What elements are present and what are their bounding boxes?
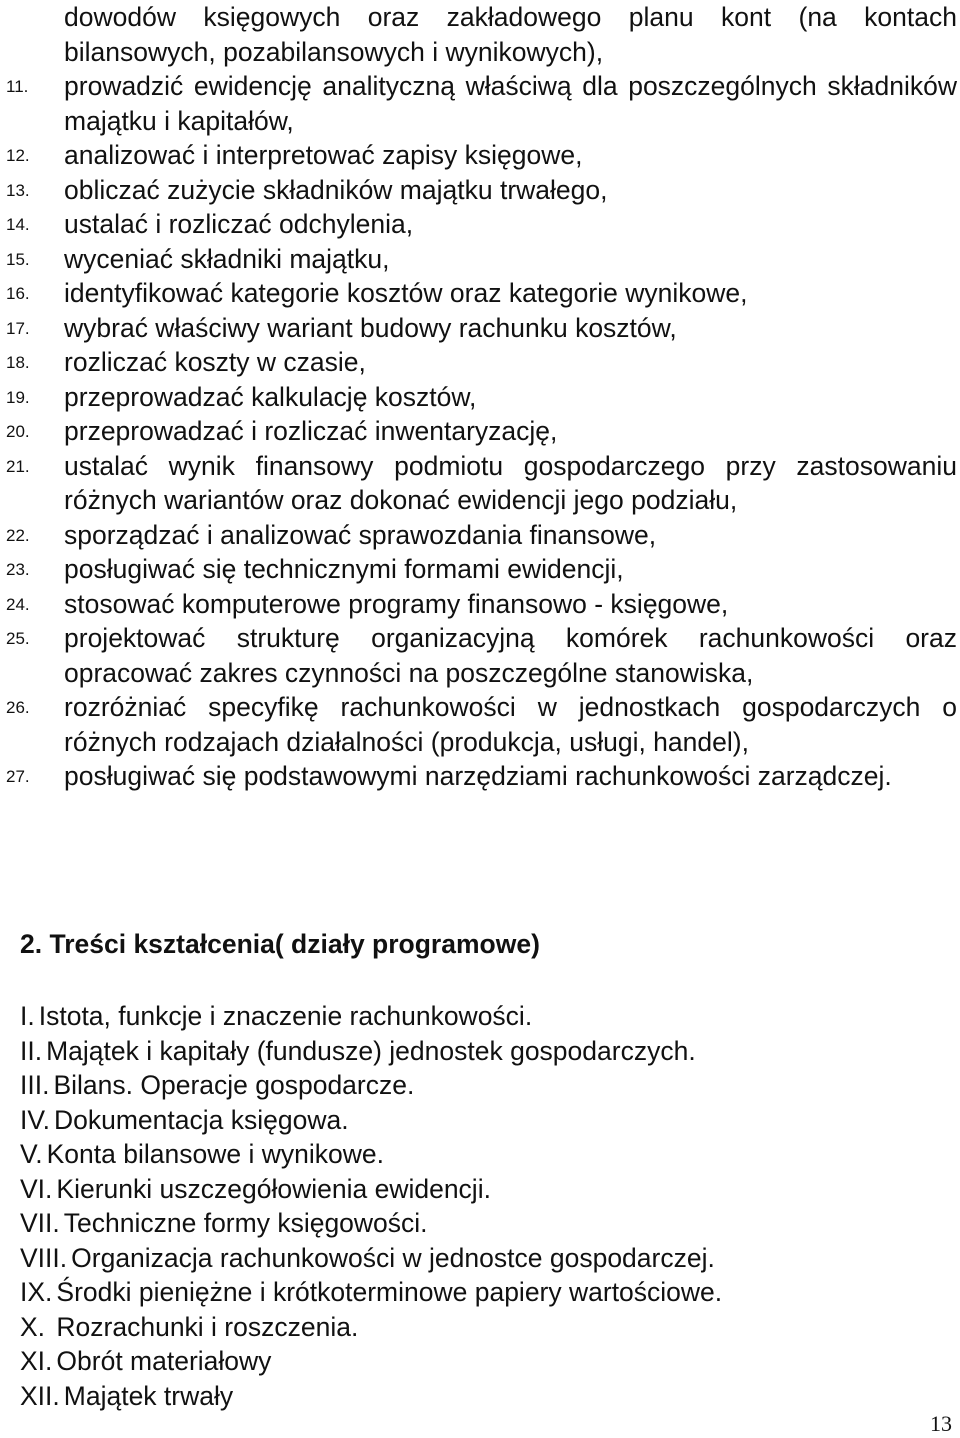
list-item <box>6 621 957 690</box>
list-item <box>6 690 957 759</box>
section-item-text: Bilans. Operacje gospodarcze. <box>53 1070 415 1100</box>
list-item-number: 20. <box>6 422 30 441</box>
section-list-item <box>20 1310 722 1345</box>
section-item-text: Organizacja rachunkowości w jednostce gospodarczej. <box>71 1242 715 1273</box>
section-item-text: Obrót materiałowy <box>56 1346 272 1376</box>
section-item-text: Dokumentacja księgowa. <box>53 1104 349 1135</box>
list-item <box>6 414 957 449</box>
list-item <box>6 518 957 553</box>
list-item-text: rozróżniać specyfikę rachunkowości w jednostkach gospodarczych o różnych rodzajach działalności (produkcja, usługi, handel), <box>64 692 957 757</box>
list-item-continuation-end <box>64 35 957 70</box>
section-list-item <box>20 1344 722 1379</box>
list-item-text: dowodów księgowych oraz zakładowego planu kont (na kontach <box>64 2 957 32</box>
roman-numeral: IX. <box>20 1277 53 1307</box>
list-item-text: bilansowych, pozabilansowych i wynikowych), <box>64 36 604 67</box>
section-list-item <box>20 1103 722 1138</box>
section-item-text: Istota, funkcje i znaczenie rachunkowości. <box>38 1001 533 1031</box>
list-item <box>6 449 957 518</box>
list-item-number: 18. <box>6 353 30 372</box>
list-item-text: sporządzać i analizować sprawozdania finansowe, <box>64 519 657 550</box>
list-item <box>6 173 957 208</box>
list-item <box>6 345 957 380</box>
list-item-text: przeprowadzać kalkulację kosztów, <box>64 381 477 412</box>
list-item-number: 11. <box>6 77 29 96</box>
list-item-text: prowadzić ewidencję analityczną właściwą dla poszczególnych składników majątku i kapitałów, <box>64 71 957 136</box>
list-item-number: 22. <box>6 525 30 545</box>
roman-numeral: X. <box>20 1311 46 1342</box>
list-item-number: 24. <box>6 594 30 614</box>
section-item-text: Konta bilansowe i wynikowe. <box>46 1139 384 1169</box>
list-item-number: 13. <box>6 180 30 200</box>
section-heading: 2. Treści kształcenia( działy programowe) <box>20 929 540 959</box>
section-list-item <box>20 1206 722 1241</box>
list-item <box>6 759 957 794</box>
list-item <box>6 552 957 587</box>
page-number: 13 <box>930 1411 952 1436</box>
list-item <box>6 311 957 346</box>
list-item-text: ustalać wynik finansowy podmiotu gospodarczego przy zastosowaniu różnych wariantów oraz dokonać ewidencji jego podziału, <box>64 450 957 515</box>
list-item <box>6 207 957 242</box>
section-list-item <box>20 1275 722 1310</box>
section-item-text: Techniczne formy księgowości. <box>63 1208 428 1238</box>
section-list-item <box>20 1172 722 1207</box>
list-item-number: 15. <box>6 249 30 269</box>
content-sections-list <box>20 999 722 1413</box>
section-list-item <box>20 1379 722 1414</box>
roman-numeral: XII. <box>20 1380 60 1411</box>
roman-numeral: VIII. <box>20 1242 68 1273</box>
list-item-text: rozliczać koszty w czasie, <box>64 347 366 377</box>
list-item-text: wyceniać składniki majątku, <box>64 243 390 274</box>
list-item <box>6 242 957 277</box>
section-list-item <box>20 999 722 1034</box>
list-item-number: 19. <box>6 387 30 407</box>
section-list-item <box>20 1241 722 1276</box>
list-item-text: przeprowadzać i rozliczać inwentaryzację, <box>64 416 558 446</box>
list-item-text: projektować strukturę organizacyjną komórek rachunkowości oraz opracować zakres czynności na poszczególne stanowiska, <box>64 623 957 688</box>
list-item-text: wybrać właściwy wariant budowy rachunku kosztów, <box>64 312 677 343</box>
list-item-text: posługiwać się podstawowymi narzędziami rachunkowości zarządczej. <box>64 761 892 791</box>
roman-numeral: VI. <box>20 1173 53 1204</box>
list-item-number: 23. <box>6 560 30 579</box>
list-item <box>6 69 957 138</box>
section-list-item <box>20 1068 722 1103</box>
list-item-text: analizować i interpretować zapisy księgowe, <box>64 140 583 170</box>
list-item-number: 27. <box>6 767 30 786</box>
list-item-number: 26. <box>6 698 30 717</box>
roman-numeral: XI. <box>20 1346 53 1376</box>
list-item-text: posługiwać się technicznymi formami ewidencji, <box>64 554 624 584</box>
roman-numeral: VII. <box>20 1208 60 1238</box>
list-item <box>6 276 957 311</box>
list-item <box>6 380 957 415</box>
list-item-number: 25. <box>6 629 30 648</box>
section-item-text: Rozrachunki i roszczenia. <box>49 1311 359 1342</box>
section-list-item <box>20 1137 722 1172</box>
section-item-text: Środki pieniężne i krótkoterminowe papiery wartościowe. <box>56 1277 723 1307</box>
section-item-text: Kierunki uszczegółowienia ewidencji. <box>56 1173 491 1204</box>
list-item-text: ustalać i rozliczać odchylenia, <box>64 209 414 239</box>
roman-numeral: II. <box>20 1035 43 1066</box>
list-item <box>6 138 957 173</box>
roman-numeral: I. <box>20 1001 35 1031</box>
roman-numeral: IV. <box>20 1104 50 1135</box>
list-item-number: 21. <box>6 456 30 476</box>
roman-numeral: V. <box>20 1139 43 1169</box>
list-item-number: 16. <box>6 284 30 303</box>
list-item-text: stosować komputerowe programy finansowo - księgowe, <box>64 588 729 619</box>
section-list-item <box>20 1034 722 1069</box>
list-item-number: 17. <box>6 318 30 338</box>
list-item <box>6 587 957 622</box>
list-item-continuation <box>64 0 957 35</box>
list-item-text: obliczać zużycie składników majątku trwałego, <box>64 174 608 205</box>
section-item-text: Majątek i kapitały (fundusze) jednostek gospodarczych. <box>46 1035 696 1066</box>
section-item-text: Majątek trwały <box>63 1380 234 1411</box>
list-item-number: 14. <box>6 215 30 234</box>
list-item-text: identyfikować kategorie kosztów oraz kategorie wynikowe, <box>64 278 748 308</box>
roman-numeral: III. <box>20 1070 50 1100</box>
list-item-number: 12. <box>6 146 30 165</box>
